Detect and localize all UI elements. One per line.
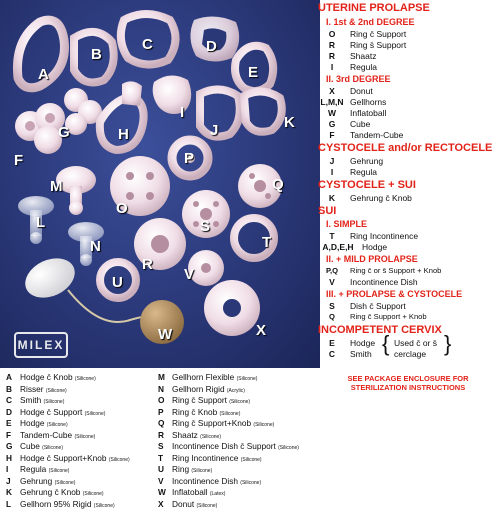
legend-material: (Silicone): [196, 502, 218, 509]
photo-label-u: U: [112, 274, 123, 291]
photo-label-q: Q: [272, 176, 284, 193]
photo-label-n: N: [90, 238, 101, 255]
cystocele-sui-heading: CYSTOCELE + SUI: [318, 179, 416, 191]
legend-code: G: [6, 441, 13, 451]
photo-label-m: M: [50, 178, 63, 195]
photo-label-f: F: [14, 152, 24, 169]
legend-name: Incontinence Dish: [172, 475, 238, 486]
legend-row: [158, 395, 299, 407]
photo-label-i: I: [180, 104, 185, 121]
legend-name: Ring Incontinence: [172, 452, 239, 463]
cervix-note-1: Used c̄ or s̄: [394, 338, 437, 348]
legend-name: Ring c̄ Support: [172, 395, 227, 405]
legend-code: N: [158, 383, 164, 394]
legend-row: [158, 499, 299, 511]
legend-code: C: [6, 395, 12, 405]
photo-label-e: E: [248, 64, 259, 81]
legend-row: [6, 372, 130, 384]
photo-label-b: B: [91, 46, 102, 63]
legend-row: [6, 453, 130, 465]
sui-group-2-heading: II. + MILD PROLAPSE: [326, 254, 418, 264]
legend-material: (Silicone): [191, 468, 213, 474]
pessary-j: [200, 89, 240, 136]
legend-code: W: [158, 487, 166, 497]
legend-code: Q: [158, 418, 165, 428]
legend-row: [158, 430, 299, 442]
sui-group-1-heading: I. SIMPLE: [326, 219, 368, 229]
photo-label-d: D: [206, 38, 217, 55]
legend-code: U: [158, 464, 164, 474]
legend-name: Smith: [20, 395, 42, 405]
legend-name: Gellhorn 95% Rigid: [20, 498, 92, 509]
sui-heading: SUI: [318, 205, 337, 217]
legend-name: Ring c̄ Support+Knob: [172, 418, 252, 428]
cystocele-rectocele-heading: CYSTOCELE and/or RECTOCELE: [318, 142, 493, 154]
indication-index: UTERINE PROLAPSE I. 1st & 2nd DEGREE O Ring c̄ Support R Ring s̄ Support R Shaatz I Regula II. 3rd DEGREE X Donut L,M,N Gellhorns W Inflatoball G Cube F Tandem-Cube CYSTOCELE and/or RECTOCELE J Gehrung I Regula CYSTOCELE + SUI K Gehrung c̄ Knob SUI I. SIMPLE T Ring Incontinence A,D,E,H Hodge II. + MILD PROLAPSE P,Q Ring c̄ or s̄ Support + Knob V Incontinence Dish III. + PROLAPSE & CYSTOCELE S Dish c̄ Support Q Ring c̄ Support + Knob INCOMPETENT CERVIX E Hodge C Smith { Used c̄ or s̄ cerclage } SEE PACKAGE ENCLOSURE FOR STERILIZATION INSTRUCTIONS: [318, 2, 498, 412]
pessary-i: [153, 75, 192, 114]
legend-material: (Silicone): [108, 456, 130, 463]
legend-right: [158, 372, 299, 510]
legend-material: (Silicone): [200, 433, 221, 440]
legend-name: Gellhorn Rigid: [172, 383, 225, 394]
legend-material: (Silicone): [93, 502, 115, 509]
legend-material: (Silicone): [82, 491, 104, 497]
legend-row: [6, 395, 130, 407]
pessary-x: [204, 280, 260, 336]
legend-name: Shaatz: [172, 429, 198, 440]
legend-code: F: [6, 429, 12, 440]
legend-row: [158, 418, 299, 430]
legend-row: [158, 464, 299, 476]
photo-label-s: S: [200, 218, 211, 235]
legend-code: D: [6, 406, 12, 417]
photo-label-v: V: [184, 266, 195, 283]
pessary-k: [244, 91, 282, 131]
legend-code: J: [6, 475, 11, 486]
photo-label-h: H: [118, 126, 129, 143]
photo-label-l: L: [36, 214, 46, 231]
photo-label-k: K: [284, 114, 295, 131]
pessary-photo: [0, 0, 320, 368]
legend-material: (Silicone): [45, 387, 67, 394]
legend-code: K: [6, 487, 12, 497]
legend-row: [158, 441, 299, 453]
legend-code: V: [158, 475, 164, 486]
legend-row: [6, 464, 130, 476]
legend-material: (Silicone): [240, 456, 262, 463]
legend-material: (Silicone): [219, 410, 241, 417]
sterilization-note-2: STERILIZATION INSTRUCTIONS: [350, 383, 466, 392]
legend-code: R: [158, 429, 164, 440]
legend-row: [6, 499, 130, 511]
photo-label-t: T: [262, 234, 272, 251]
sui-group-3-heading: III. + PROLAPSE & CYSTOCELE: [326, 289, 463, 299]
legend-code: L: [6, 498, 12, 509]
legend-name: Hodge: [20, 418, 45, 428]
legend-code: M: [158, 372, 165, 382]
legend-material: (Silicone): [278, 445, 299, 451]
legend-code: H: [6, 452, 12, 463]
legend-row: [6, 476, 130, 488]
legend-material: (Silicone): [54, 479, 76, 486]
legend-code: E: [6, 418, 12, 428]
legend-code: S: [158, 441, 164, 451]
legend-name: Ring c̄ Knob: [172, 406, 218, 417]
legend-row: [6, 487, 130, 499]
photo-label-a: A: [38, 66, 49, 83]
legend-code: O: [158, 395, 165, 405]
legend-row: [6, 441, 130, 453]
legend-material: (Silicone): [43, 399, 65, 405]
photo-label-g: G: [58, 124, 70, 141]
legend-name: Regula: [20, 464, 47, 474]
legend-row: [158, 476, 299, 488]
legend-name: Gellhorn Flexible: [172, 372, 235, 382]
uterine-group-1-heading: I. 1st & 2nd DEGREE: [326, 17, 415, 27]
legend-material: (Acrylic): [226, 387, 245, 394]
legend-name: Risser: [20, 383, 44, 394]
legend-material: (Silicone): [240, 479, 262, 486]
uterine-prolapse-heading: UTERINE PROLAPSE: [318, 2, 430, 14]
legend-material: (Silicone): [236, 376, 258, 382]
legend-name: Incontinence Dish c̄ Support: [172, 441, 276, 451]
legend-row: [6, 384, 130, 396]
legend-code: I: [6, 464, 9, 474]
legend-code: B: [6, 383, 12, 394]
photo-label-c: C: [142, 36, 153, 53]
legend-left: [6, 372, 130, 510]
legend-code: P: [158, 406, 164, 417]
legend-name: Gehrung c̄ Knob: [20, 487, 81, 497]
legend-row: [158, 372, 299, 384]
legend-name: Donut: [172, 498, 195, 509]
legend-name: Inflatoball: [172, 487, 208, 497]
legend-material: (Silicone): [253, 422, 275, 428]
legend-row: [6, 418, 130, 430]
legend-material: (Silicone): [42, 445, 63, 451]
legend-name: Cube: [20, 441, 40, 451]
legend-material: (Silicone): [84, 410, 106, 417]
legend-row: [158, 407, 299, 419]
legend-material: (Silicone): [46, 422, 68, 428]
legend-material: (Silicone): [74, 376, 96, 382]
legend-row: [158, 487, 299, 499]
photo-label-r: R: [142, 256, 153, 273]
legend-name: Hodge c̄ Knob: [20, 372, 73, 382]
photo-label-o: O: [116, 200, 128, 217]
incompetent-cervix-heading: INCOMPETENT CERVIX: [318, 324, 442, 336]
photo-label-j: J: [210, 122, 219, 139]
legend-code: A: [6, 372, 12, 382]
cervix-brace-close: }: [444, 331, 452, 356]
legend-code: T: [158, 452, 164, 463]
legend-material: (Silicone): [74, 433, 96, 440]
photo-label-p: P: [184, 150, 195, 167]
legend-material: (Silicone): [229, 399, 251, 405]
legend-row: [158, 453, 299, 465]
legend-material: (Silicone): [48, 468, 70, 474]
uterine-group-2-heading: II. 3rd DEGREE: [326, 74, 391, 84]
legend-name: Ring: [172, 464, 190, 474]
legend-row: [6, 407, 130, 419]
photo-label-x: X: [256, 322, 267, 339]
milex-logo: MILEX: [14, 332, 68, 358]
legend-name: Tandem-Cube: [20, 429, 73, 440]
legend-name: Hodge c̄ Support: [20, 406, 83, 417]
legend-name: Gehrung: [20, 475, 53, 486]
sterilization-note-1: SEE PACKAGE ENCLOSURE FOR: [347, 374, 469, 383]
legend-row: [158, 384, 299, 396]
legend-row: [6, 430, 130, 442]
cervix-brace: {: [382, 331, 390, 356]
legend-material: (Latex): [209, 491, 226, 497]
pessary-h-knob: [122, 81, 142, 106]
photo-label-w: W: [158, 326, 173, 343]
cervix-note-2: cerclage: [394, 349, 427, 359]
legend-name: Hodge c̄ Support+Knob: [20, 452, 107, 463]
legend-code: X: [158, 498, 164, 509]
